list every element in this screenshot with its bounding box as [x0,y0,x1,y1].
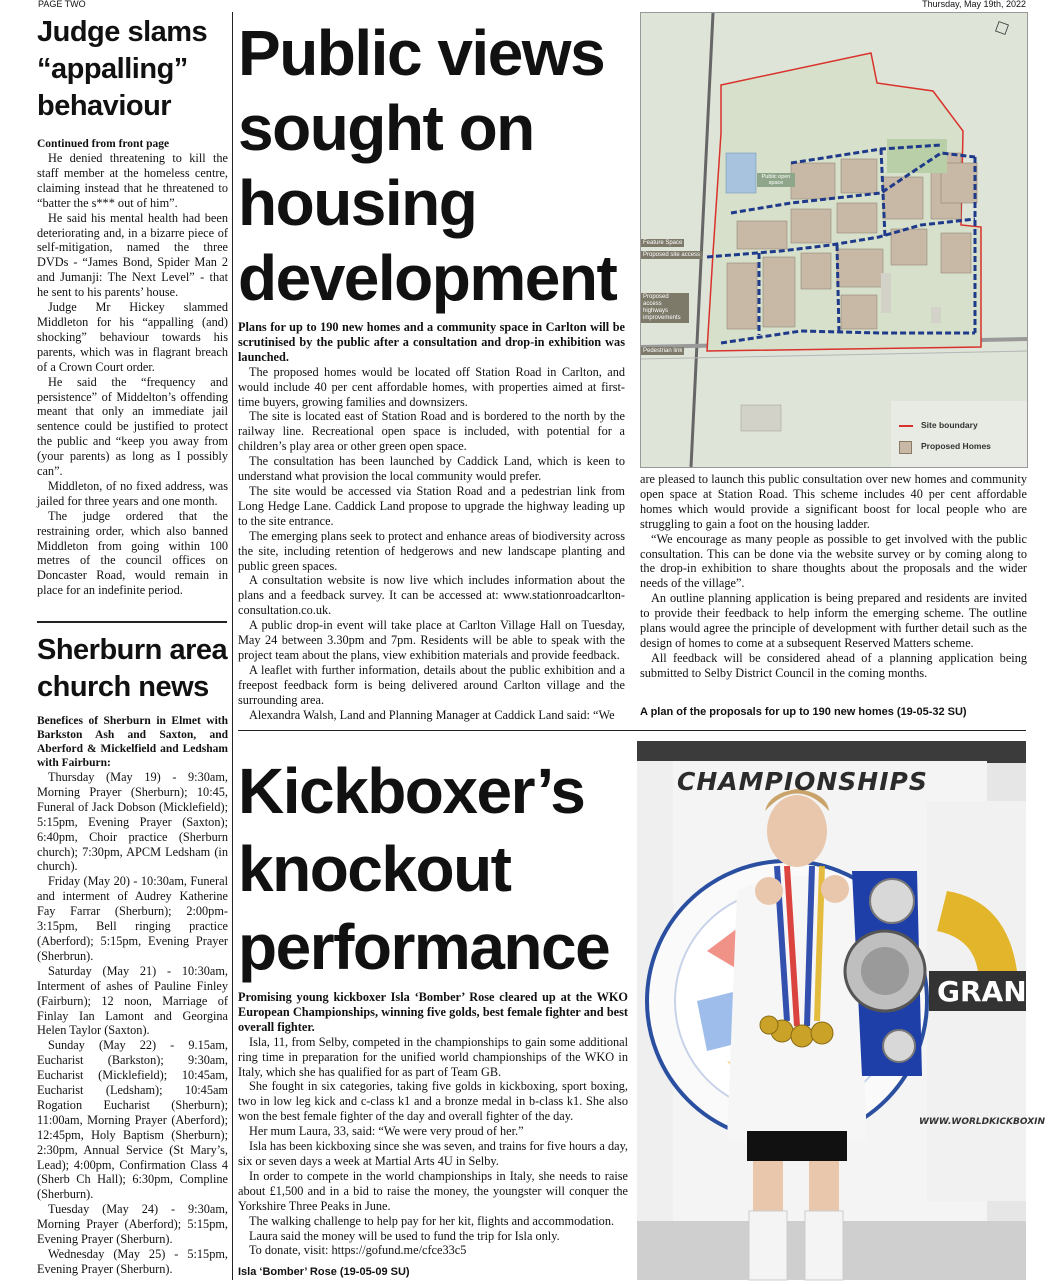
headline-line: performance [238,911,610,983]
boundary-swatch [899,425,913,427]
housing-headline [238,16,625,316]
body-paragraph: Sunday (May 22) - 9.15am, Eucharist (Barkston); 9:30am, Eucharist (Micklefield); 10:45am, Eucharist (Ledsham); 10:45am Rogation Eucharist (Sherburn); 11:00am, Morning Prayer (Aberford); 12:45pm, Holy Baptism (Sherburn); 2:30pm, Annual Service (St Mary’s, Lead); 4:00pm, Confirmation Class 4 (Sherb Ch Hall); 6:30pm, Compline (Sherburn). [37,1038,228,1202]
map-caption: A plan of the proposals for up to 190 new homes (19-05-32 SU) [640,706,967,718]
church-subhead: Benefices of Sherburn in Elmet with Barkston Ash and Saxton, and Aberford & Mickelfield and Ledsham with Fairburn: [37,715,228,769]
body-paragraph: Judge Mr Hickey slammed Middleton for his “appalling (and) shocking” behaviour towards his parents, which was in flagrant breach of a Crown Court order. [37,300,228,374]
housing-article [238,16,625,722]
banner-side-text: GRAN [937,975,1027,1008]
headline-line: Judge slams [37,16,208,48]
legend-item: Proposed Homes [921,441,991,451]
headline-line: Kickboxer’s [238,755,585,827]
headline-line: knockout [238,833,511,905]
body-paragraph: The site is located east of Station Road and is bordered to the north by the railway line. Recreational open space is included, with potential for a children’s play area or other green open space. [238,409,625,454]
headline-line: development [238,242,617,314]
headline-line: housing [238,167,477,239]
body-paragraph: He said the “frequency and persistence” of Middelton’s offending meant that only an immediate jail sentence could be justified to protect the public and “keep you away from (your parents) as long as I possibly can”. [37,374,228,479]
headline-line: “appalling” [37,53,188,85]
continued-label: Continued from front page [37,138,170,150]
headline-line: church news [37,671,209,703]
body-paragraph: Saturday (May 21) - 10:30am, Interment of ashes of Pauline Finley (Fairburn); 12 noon, Marriage of Finlay Ian Lamont and Georgina Helen Taylor (Saxton). [37,963,228,1038]
church-headline [37,632,228,706]
map-legend [891,401,1027,467]
body-paragraph: Wednesday (May 25) - 5:15pm, Evening Prayer (Sherburn). [37,1247,228,1276]
body-paragraph: The site would be accessed via Station Road and a pedestrian link from Long Hedge Lane. Caddick Land propose to upgrade the highway leading up to the site entrance. [238,483,625,528]
section-rule-church [37,621,227,623]
banner-url: WWW.WORLDKICKBOXIN [919,1117,1046,1127]
body-paragraph: Laura said the money will be used to fund the trip for Isla only. [249,1228,560,1243]
map-label: Proposed access highways improvements [641,293,689,323]
homes-swatch [899,441,912,454]
body-paragraph: In order to compete in the world championships in Italy, she needs to raise about £1,500 and in a bid to raise the money, the youngster will conquer the Yorkshire Three Peaks in June. [238,1168,628,1213]
judge-headline [37,14,228,125]
body-paragraph: Her mum Laura, 33, said: “We were very proud of her.” [249,1124,524,1139]
church-article [37,632,228,1280]
site-plan-drawing [641,13,1027,467]
folio [0,0,1064,10]
body-paragraph: Tuesday (May 24) - 9:30am, Morning Prayer (Aberford); 5:15pm, Evening Prayer (Sherburn). [37,1202,228,1247]
housing-standfirst: Plans for up to 190 new homes and a community space in Carlton will be scrutinised by the public after a consultation and drop-in exhibition was launched. [238,320,625,364]
body-paragraph: Thursday (May 19) - 9:30am, Morning Prayer (Sherburn); 10:45, Funeral of Jack Dobson (Micklefield); 5:15pm, Evening Prayer (Saxton); 6:40pm, Choir practice (Sherburn church); 7:30pm, APCM Ledsham (in church). [37,770,228,874]
body-paragraph: All feedback will be considered ahead of a planning application being submitted to Selby District Council in the coming months. [640,650,1027,680]
headline-line: sought on [238,92,534,164]
body-paragraph: The consultation has been launched by Caddick Land, which is keen to understand what provision the local community would prefer. [238,454,625,484]
map-open-space-label: Public open space [757,173,795,187]
kick-standfirst: Promising young kickboxer Isla ‘Bomber’ Rose cleared up at the WKO European Championships, winning five golds, best female fighter and best overall fighter. [238,990,628,1034]
body-paragraph: The judge ordered that the restraining order, which also banned Middleton from going within 100 metres of the council offices on Doncaster Road, would remain in place for an indefinite period. [37,508,228,598]
body-paragraph: He said his mental health had been deteriorating and, in a bizarre piece of self-mitigation, named the three DVDs - “James Bond, Spider Man 2 and Jumanji: The Next Level” - that he sent to his parents’ house. [37,210,228,300]
page-label: PAGE TWO [38,0,86,9]
body-paragraph: The emerging plans seek to protect and enhance areas of biodiversity across the site, including retention of hedgerows and new landscape planting and public green spaces. [238,528,625,573]
headline-line: Public views [238,17,605,89]
body-paragraph: He denied threatening to kill the staff member at the homeless centre, claiming instead that he threatened to “batter the s*** out of him”. [37,151,228,210]
site-plan-map [640,12,1028,468]
map-label: Feature Space [643,240,683,246]
photo-caption: Isla ‘Bomber’ Rose (19-05-09 SU) [238,1266,410,1278]
judge-article [37,14,228,614]
body-paragraph: A consultation website is now live which includes information about the plans and a feedback survey. It can be accessed at: www.stationroadcarlton-consultation.co.uk. [238,573,625,618]
headline-line: Sherburn area [37,634,228,666]
body-paragraph: A public drop-in event will take place at Carlton Village Hall on Tuesday, May 24 between 3.30pm and 7pm. Residents will be able to speak with the project team about the plans, view exhibition materials and provide feedback. [238,618,625,662]
body-paragraph: Isla has been kickboxing since she was seven, and trains for five hours a day, six or seven days a week at Martial Arts 4U in Selby. [238,1139,628,1168]
map-label: Pedestrian link [643,348,683,354]
body-paragraph: are pleased to launch this public consultation over new homes and community open space at Station Road. This scheme includes 40 per cent affordable homes which would provide a significant boost for local people who are struggling to gain a foot on the housing ladder. [640,472,1027,531]
page-date: Thursday, May 19th, 2022 [922,0,1026,9]
body-paragraph: Friday (May 20) - 10:30am, Funeral and interment of Audrey Katherine Fay Farrar (Sherburn); 2:00pm-3:15pm, Bell ringing practice (Aberford); 5:15pm, Evening Prayer (Sherbrun). [37,874,228,963]
kickboxer-photo [637,741,1046,1280]
section-rule-kick [238,730,1026,731]
body-paragraph: Alexandra Walsh, Land and Planning Manager at Caddick Land said: “We [249,707,615,722]
body-paragraph: “We encourage as many people as possible to get involved with the public consultation. This can be done via the website survey or by coming along to the drop-in exhibition to share thoughts about the proposals and the wider needs of the village”. [640,531,1027,591]
body-paragraph: To donate, visit: https://gofund.me/cfce33c5 [249,1243,467,1258]
body-paragraph: She fought in six categories, taking five golds in kickboxing, sport boxing, two in low leg kick and c-class k1 and a bronze medal in b-class k1. She also won the best female fighter of the day and overall fighter of the day. [238,1079,628,1124]
kick-article [238,752,628,1264]
legend-item: Site boundary [921,420,978,430]
body-paragraph: Middleton, of no fixed address, was jailed for three years and one month. [37,478,228,508]
photo-illustration [637,741,1026,1280]
column-rule-left [232,12,233,1280]
body-paragraph: An outline planning application is being prepared and residents are invited to provide their feedback to help inform the emerging scheme. The outline plans would agree the principle of development with further detail such as the design of homes to come at a subsequent Reserved Matters scheme. [640,591,1027,650]
housing-continued [640,472,1027,694]
body-paragraph: The walking challenge to help pay for her kit, flights and accommodation. [249,1213,615,1228]
banner-championships: CHAMPIONSHIPS [677,767,928,796]
body-paragraph: Isla, 11, from Selby, competed in the championships to gain some additional ring time in preparation for the unified world championships of the WKO in Italy, which she has qualified for as part of Team GB. [238,1034,628,1079]
body-paragraph: The proposed homes would be located off Station Road in Carlton, and would include 40 per cent affordable homes, with properties aimed at first-time buyers, growing families and downsizers. [238,364,625,409]
map-label: Proposed site access [643,252,701,258]
body-paragraph: A leaflet with further information, details about the public exhibition and a freepost feedback form is being delivered around Carlton village and the surrounding area. [238,662,625,707]
headline-line: behaviour [37,90,172,122]
kick-headline [238,752,628,986]
